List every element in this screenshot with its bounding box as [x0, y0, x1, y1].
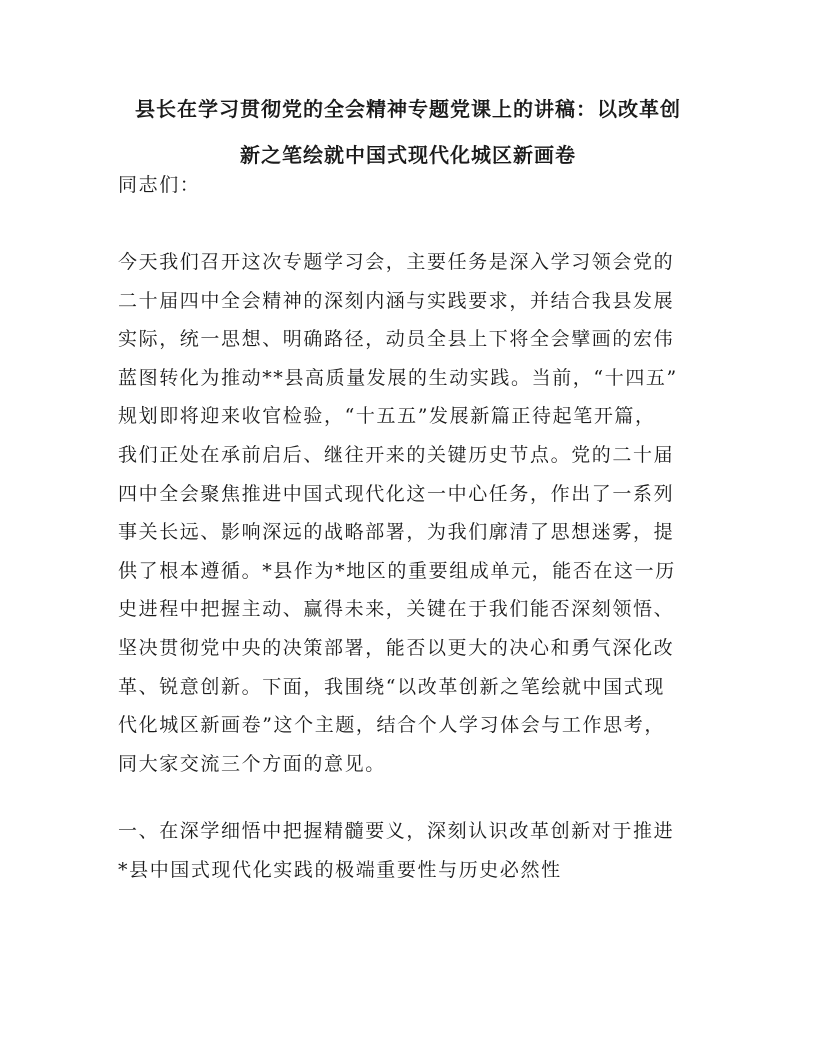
document-title-line-2: 新之笔绘就中国式现代化城区新画卷	[240, 143, 576, 167]
section-heading-line: *县中国式现代化实践的极端重要性与历史必然性	[118, 858, 562, 881]
body-paragraph	[118, 243, 708, 783]
body-line: 史进程中把握主动、赢得未来，关键在于我们能否深刻领悟、	[118, 598, 675, 621]
body-line: 事关长远、影响深远的战略部署，为我们廓清了思想迷雾，提	[118, 521, 675, 544]
document-title-line-1: 县长在学习贯彻党的全会精神专题党课上的讲稿：以改革创	[135, 97, 681, 121]
body-line: 革、锐意创新。下面，我围绕“以改革创新之笔绘就中国式现	[118, 675, 665, 698]
body-line: 今天我们召开这次专题学习会，主要任务是深入学习领会党的	[118, 251, 675, 273]
body-line: 实际，统一思想、明确路径，动员全县上下将全会擘画的宏伟	[118, 328, 675, 351]
body-line: 我们正处在承前启后、继往开来的关键历史节点。党的二十届	[118, 443, 675, 466]
body-line: 二十届四中全会精神的深刻内涵与实践要求，并结合我县发展	[118, 289, 675, 312]
body-line: 四中全会聚焦推进中国式现代化这一中心任务，作出了一系列	[118, 482, 675, 505]
section-heading-line: 一、在深学细悟中把握精髓要义，深刻认识改革创新对于推进	[118, 820, 675, 842]
body-line: 同大家交流三个方面的意见。	[118, 752, 386, 775]
body-line: 坚决贯彻党中央的决策部署，能否以更大的决心和勇气深化改	[118, 636, 675, 659]
body-line: 蓝图转化为推动**县高质量发展的生动实践。当前，“十四五”	[118, 366, 678, 389]
body-line: 代化城区新画卷”这个主题，结合个人学习体会与工作思考，	[118, 714, 665, 737]
section-heading-1	[118, 812, 708, 889]
body-line: 规划即将迎来收官检验，“十五五”发展新篇正待起笔开篇，	[118, 405, 656, 428]
body-line: 供了根本遵循。*县作为*地区的重要组成单元，能否在这一历	[118, 559, 676, 582]
greeting: 同志们：	[118, 174, 201, 196]
